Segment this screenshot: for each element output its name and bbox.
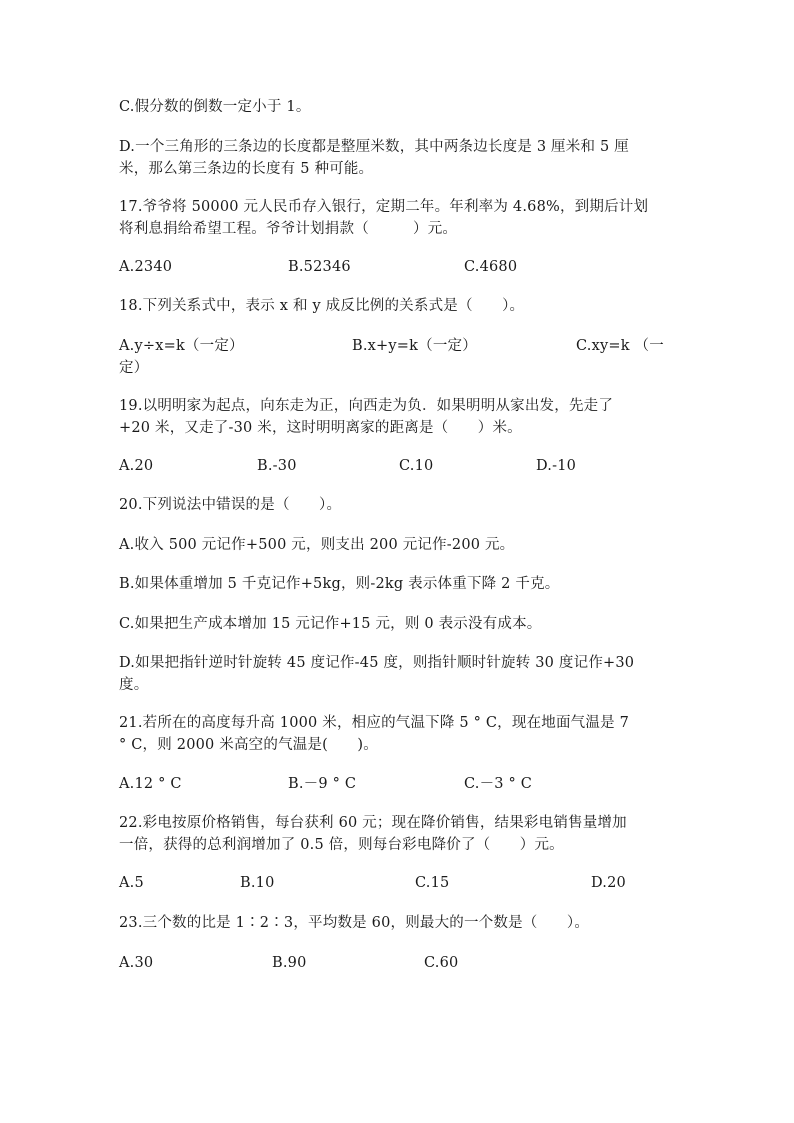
q21-stem-line1: 21.若所在的高度每升高 1000 米，相应的气温下降 5 ° C，现在地面气温是 7 — [119, 715, 630, 731]
q21-option-b: B.－9 ° C — [288, 776, 357, 792]
q21-option-c: C.－3 ° C — [464, 776, 533, 792]
q18-option-a: A.y÷x=k（一定） — [119, 338, 244, 354]
q19-option-a: A.20 — [119, 458, 154, 474]
q17-option-a: A.2340 — [119, 259, 173, 275]
q20-option-a: A.收入 500 元记作+500 元，则支出 200 元记作-200 元。 — [119, 537, 515, 553]
q16-option-d-line2: 米，那么第三条边的长度有 5 种可能。 — [119, 161, 374, 177]
q20-option-d-line1: D.如果把指针逆时针旋转 45 度记作-45 度，则指针顺时针旋转 30 度记作+30 — [119, 655, 635, 671]
q18-option-b: B.x+y=k（一定） — [352, 338, 477, 354]
q22-option-c: C.15 — [415, 875, 450, 891]
q21-option-a: A.12 ° C — [119, 776, 182, 792]
q16-option-c: C.假分数的倒数一定小于 1。 — [119, 99, 311, 115]
q19-option-c: C.10 — [399, 458, 434, 474]
q22-option-b: B.10 — [240, 875, 275, 891]
q20-option-d-line2: 度。 — [119, 677, 149, 693]
q23-option-c: C.60 — [424, 955, 459, 971]
q18-stem: 18.下列关系式中，表示 x 和 y 成反比例的关系式是（ ）。 — [119, 298, 525, 314]
q18-option-c: C.xy=k （一 — [576, 338, 664, 354]
q16-option-d-line1: D.一个三角形的三条边的长度都是整厘米数，其中两条边长度是 3 厘米和 5 厘 — [119, 139, 629, 155]
q23-option-a: A.30 — [119, 955, 154, 971]
q19-stem-line2: +20 米，又走了-30 米，这时明明离家的距离是（ ）米。 — [119, 420, 522, 436]
q20-option-c: C.如果把生产成本增加 15 元记作+15 元，则 0 表示没有成本。 — [119, 616, 542, 632]
q20-option-b: B.如果体重增加 5 千克记作+5kg，则-2kg 表示体重下降 2 千克。 — [119, 576, 560, 592]
q22-option-a: A.5 — [119, 875, 144, 891]
q20-stem: 20.下列说法中错误的是（ ）。 — [119, 497, 342, 513]
q23-stem: 23.三个数的比是 1∶2∶3，平均数是 60，则最大的一个数是（ ）。 — [119, 915, 590, 931]
q17-stem-line2: 将利息捐给希望工程。爷爷计划捐款（ ）元。 — [119, 221, 458, 237]
q23-option-b: B.90 — [272, 955, 307, 971]
q17-stem-line1: 17.爷爷将 50000 元人民币存入银行，定期二年。年利率为 4.68%，到期后计划 — [119, 199, 649, 215]
q19-option-d: D.-10 — [536, 458, 577, 474]
q17-option-c: C.4680 — [464, 259, 518, 275]
q19-option-b: B.-30 — [257, 458, 297, 474]
q21-stem-line2: ° C，则 2000 米高空的气温是( )。 — [119, 737, 378, 753]
q18-option-c-wrap: 定） — [119, 360, 149, 376]
q22-stem-line2: 一倍，获得的总利润增加了 0.5 倍，则每台彩电降价了（ ）元。 — [119, 837, 564, 853]
q17-option-b: B.52346 — [288, 259, 351, 275]
q22-option-d: D.20 — [591, 875, 626, 891]
q22-stem-line1: 22.彩电按原价格销售，每台获利 60 元；现在降价销售，结果彩电销售量增加 — [119, 815, 627, 831]
q19-stem-line1: 19.以明明家为起点，向东走为正，向西走为负．如果明明从家出发，先走了 — [119, 398, 614, 414]
